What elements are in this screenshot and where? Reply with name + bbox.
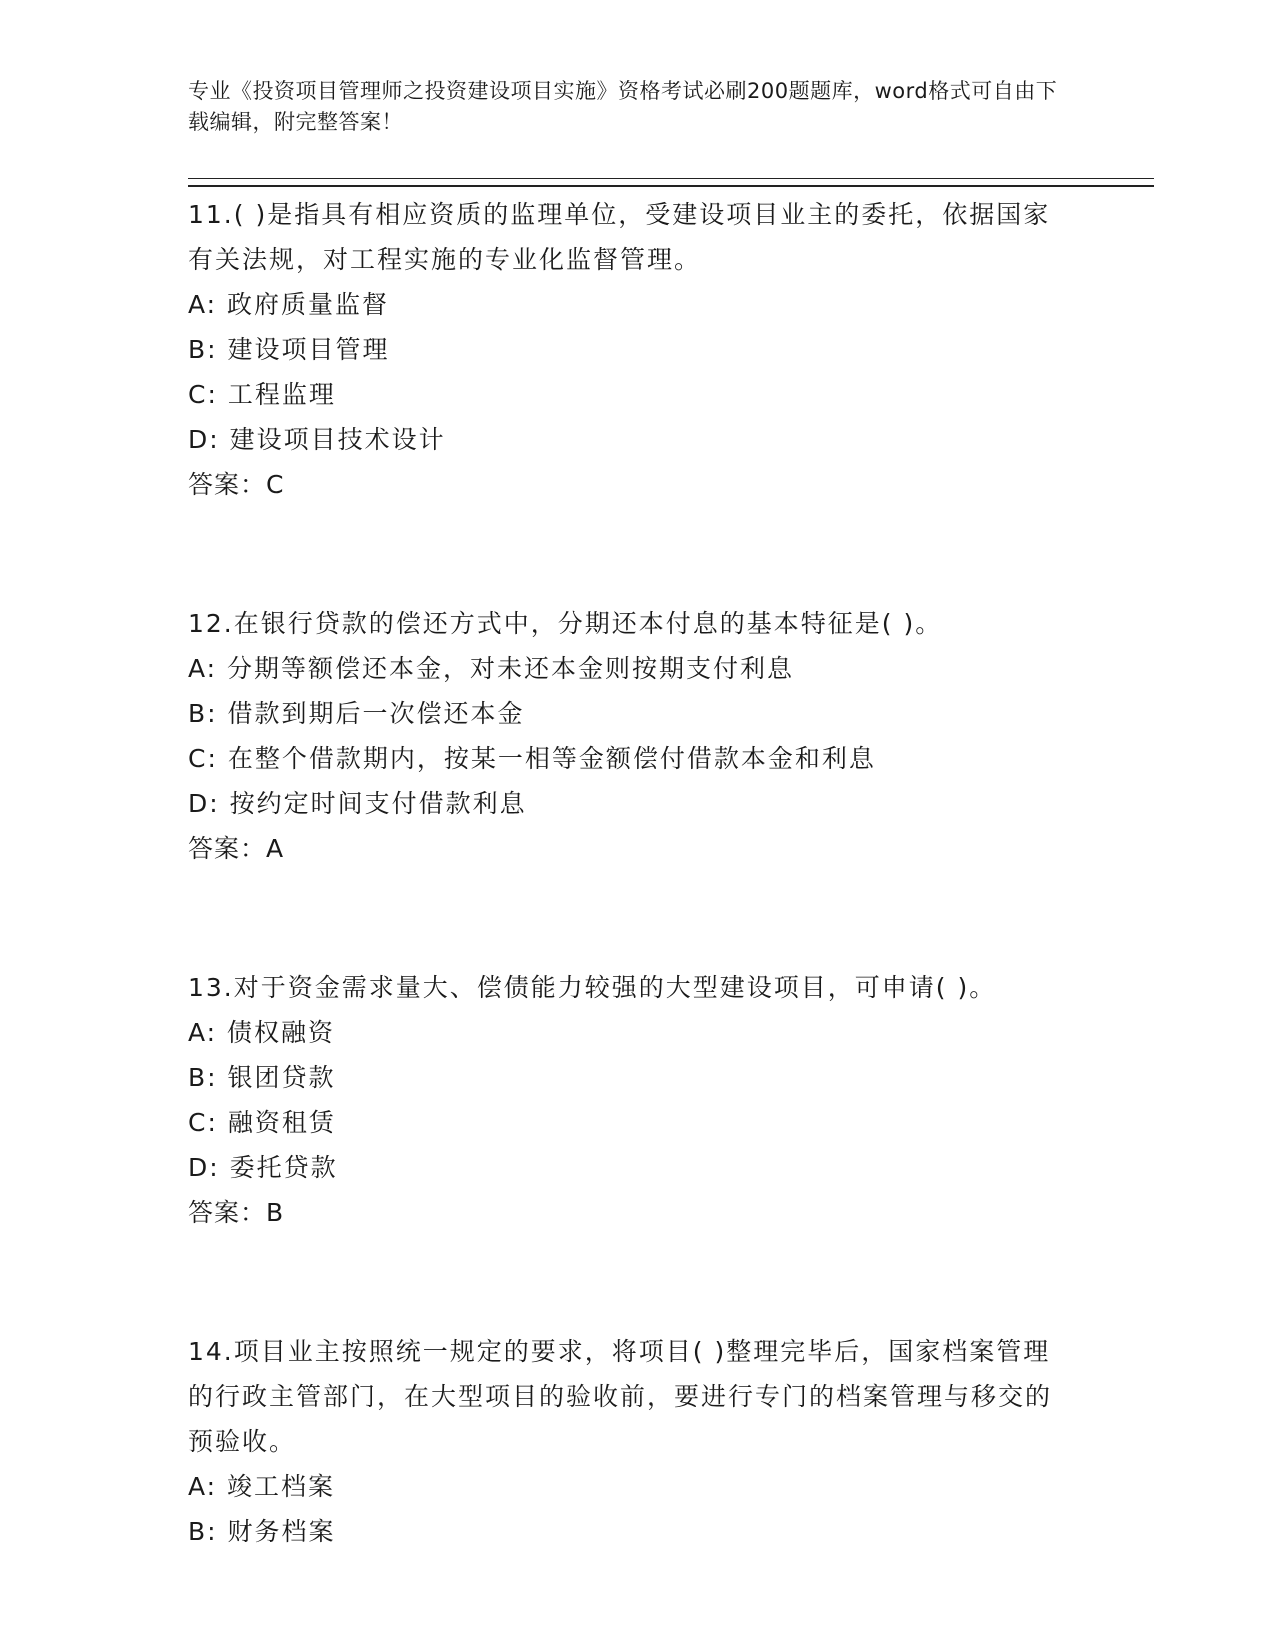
question-stem: 13.对于资金需求量大、偿债能力较强的大型建设项目，可申请( )。 xyxy=(188,973,997,1002)
header-divider xyxy=(188,178,1154,187)
option-c: C: 融资租赁 xyxy=(188,1108,336,1137)
question-spacer xyxy=(188,871,1068,965)
option-c: C: 工程监理 xyxy=(188,380,336,409)
question-12 xyxy=(188,601,1068,871)
question-spacer xyxy=(188,1235,1068,1329)
option-b: B: 银团贷款 xyxy=(188,1063,336,1092)
question-14 xyxy=(188,1329,1068,1554)
question-stem: 11.( )是指具有相应资质的监理单位，受建设项目业主的委托，依据国家有关法规，对工程实施的专业化监督管理。 xyxy=(188,200,1051,274)
question-11 xyxy=(188,192,1068,507)
option-b: B: 借款到期后一次偿还本金 xyxy=(188,699,525,728)
question-list xyxy=(188,192,1068,1554)
document-header: 专业《投资项目管理师之投资建设项目实施》资格考试必刷200题题库，word格式可自由下载编辑，附完整答案！ xyxy=(188,79,1058,134)
option-a: A: 分期等额偿还本金，对未还本金则按期支付利息 xyxy=(188,654,795,683)
option-a: A: 债权融资 xyxy=(188,1018,336,1047)
answer-line: 答案：A xyxy=(188,834,285,863)
answer-line: 答案：C xyxy=(188,470,285,499)
option-b: B: 财务档案 xyxy=(188,1517,336,1546)
option-b: B: 建设项目管理 xyxy=(188,335,390,364)
option-d: D: 按约定时间支付借款利息 xyxy=(188,789,527,818)
question-stem: 12.在银行贷款的偿还方式中，分期还本付息的基本特征是( )。 xyxy=(188,609,943,638)
option-d: D: 委托贷款 xyxy=(188,1153,338,1182)
question-13 xyxy=(188,965,1068,1235)
answer-line: 答案：B xyxy=(188,1198,285,1227)
option-a: A: 竣工档案 xyxy=(188,1472,336,1501)
option-a: A: 政府质量监督 xyxy=(188,290,390,319)
option-d: D: 建设项目技术设计 xyxy=(188,425,446,454)
question-spacer xyxy=(188,507,1068,601)
option-c: C: 在整个借款期内，按某一相等金额偿付借款本金和利息 xyxy=(188,744,876,773)
question-stem: 14.项目业主按照统一规定的要求，将项目( )整理完毕后，国家档案管理的行政主管部门，在大型项目的验收前，要进行专门的档案管理与移交的预验收。 xyxy=(188,1337,1053,1456)
